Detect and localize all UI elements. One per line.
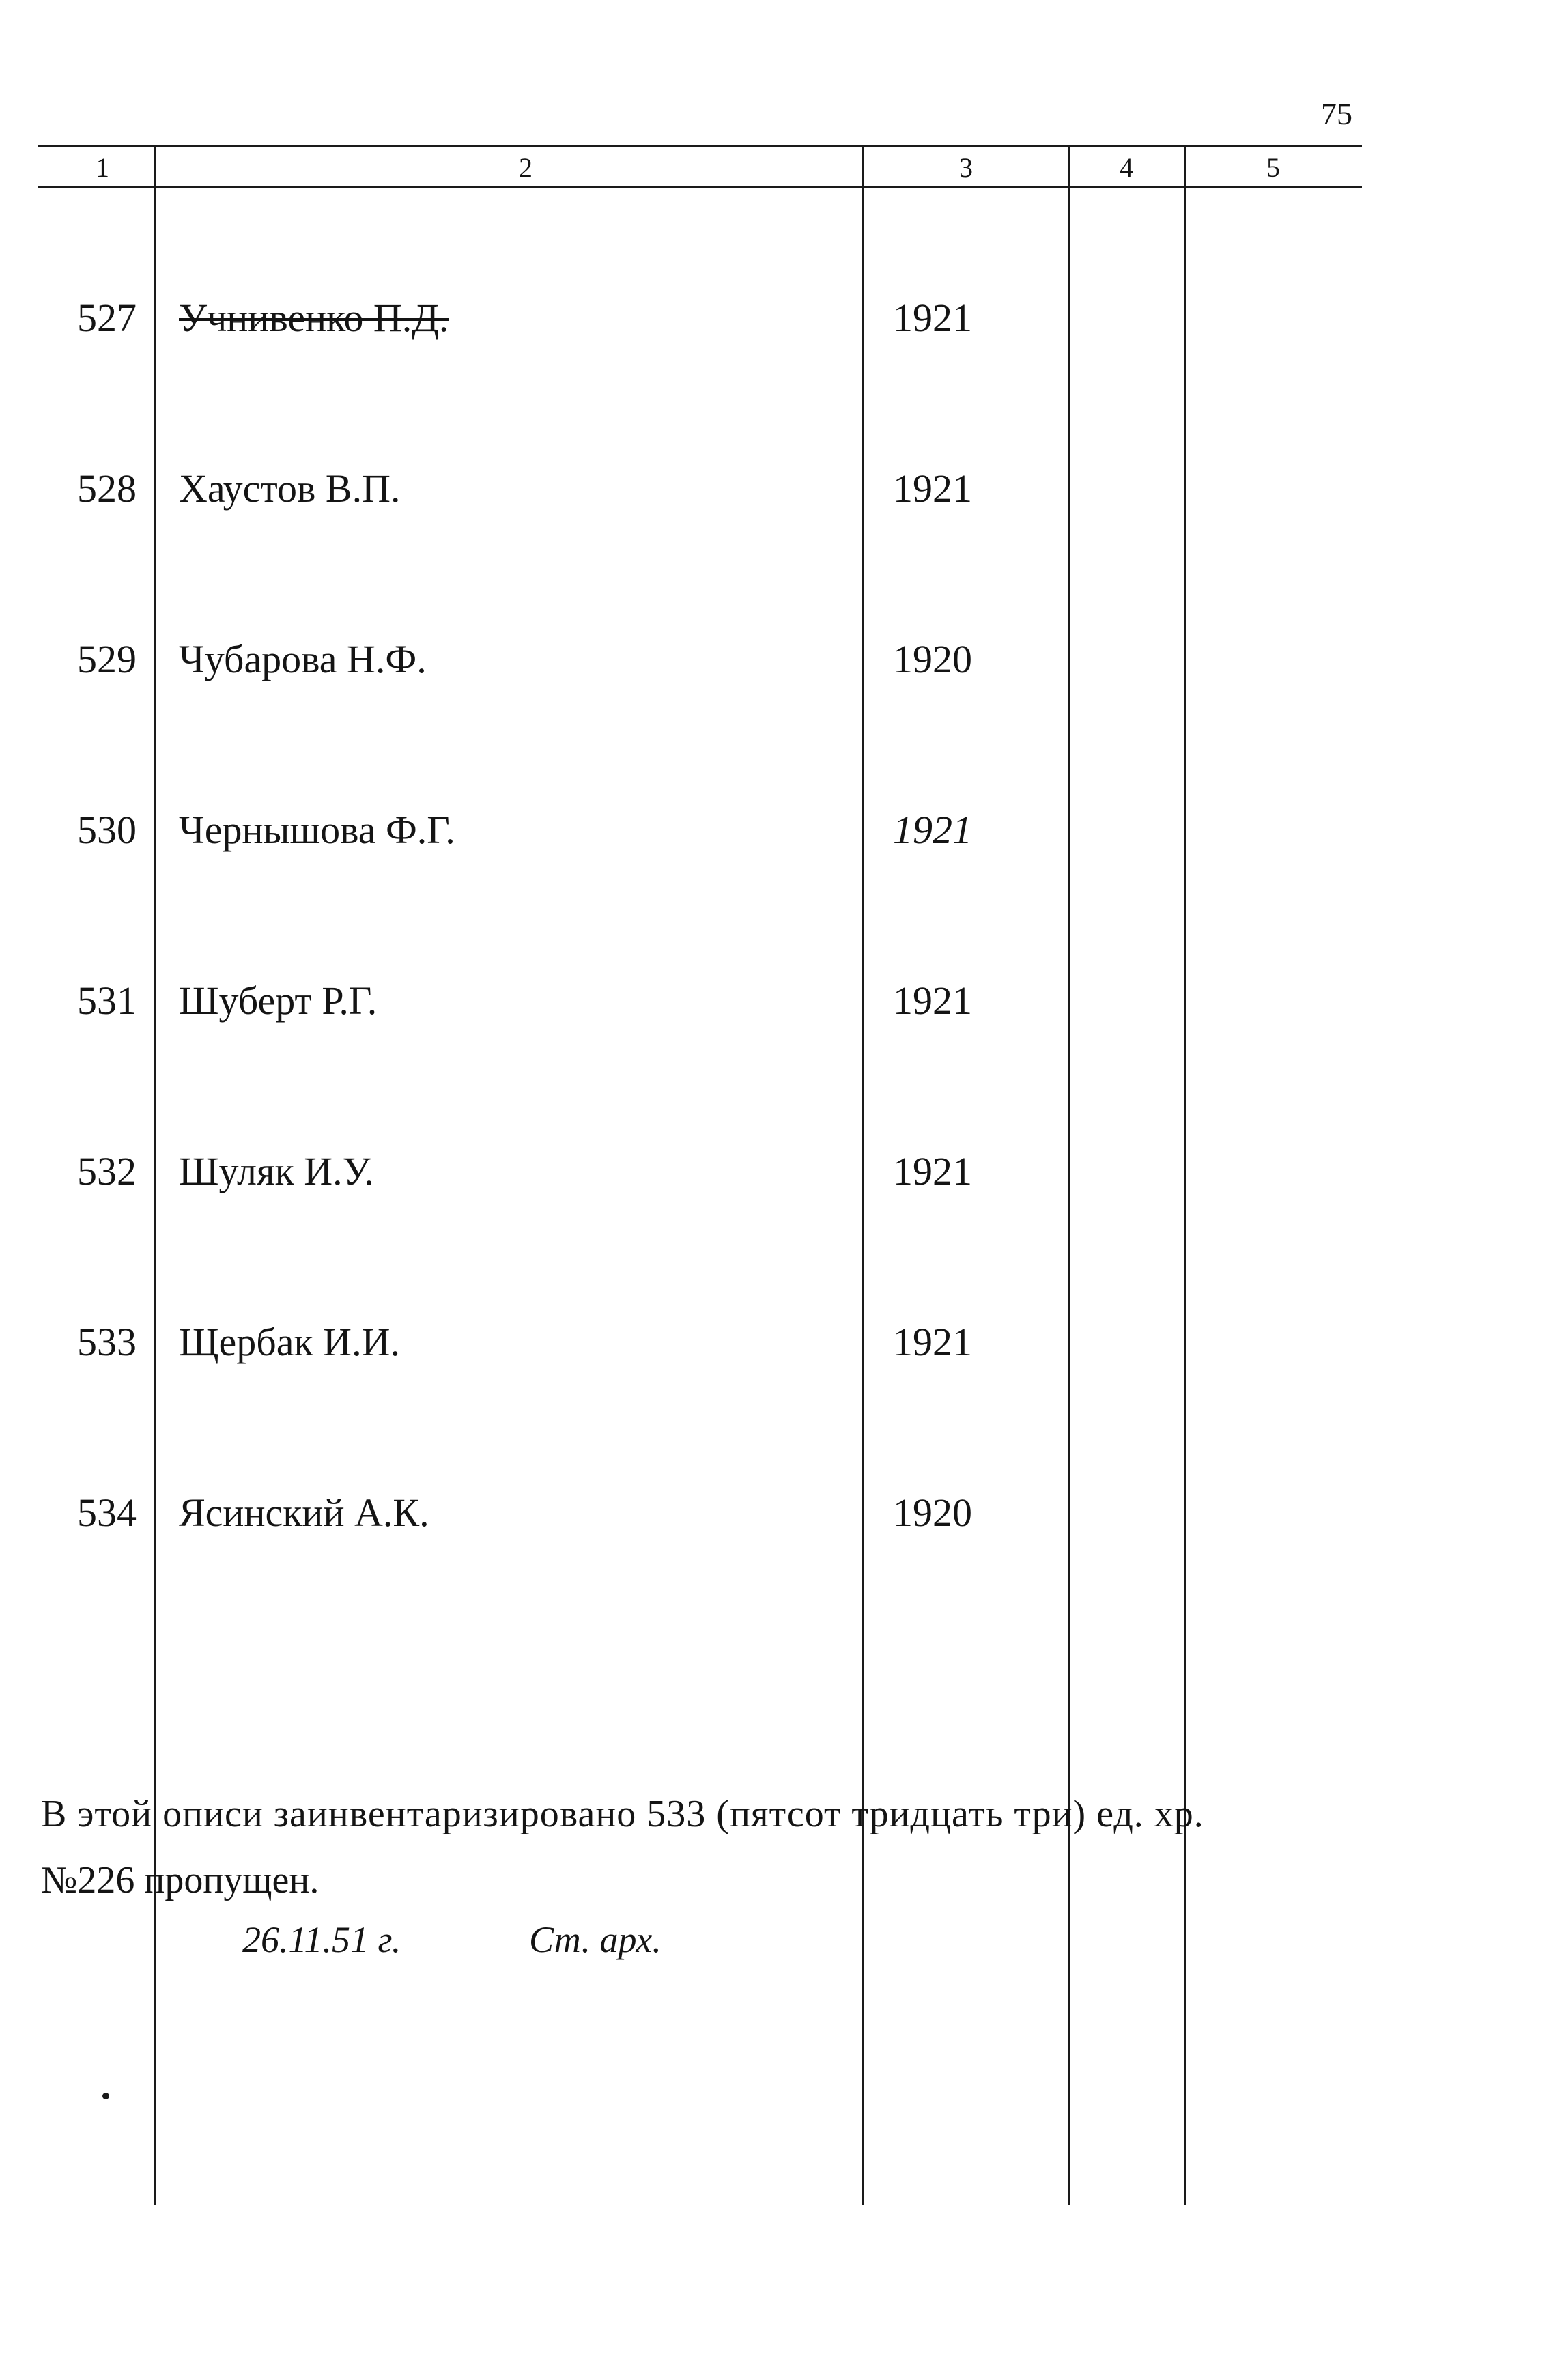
table-row — [0, 636, 1549, 691]
table-top-rule — [38, 145, 1362, 147]
row-person-name: Чубарова Н.Ф. — [179, 637, 427, 681]
row-number: 533 — [77, 1320, 137, 1364]
row-person-name: Учнивенко П.Д. — [179, 296, 449, 340]
column-header-2: 2 — [519, 152, 532, 183]
column-header-1: 1 — [96, 152, 109, 183]
row-year: 1921 — [893, 978, 972, 1023]
row-number: 527 — [77, 296, 137, 340]
row-number: 532 — [77, 1149, 137, 1193]
row-person-name: Хаустов В.П. — [179, 466, 401, 511]
table-row — [0, 466, 1549, 520]
table-row — [0, 807, 1549, 862]
summary-date: 26.11.51 г. — [242, 1919, 401, 1960]
row-number: 530 — [77, 808, 137, 852]
row-person-name: Шуберт Р.Г. — [179, 978, 378, 1023]
table-row — [0, 1148, 1549, 1203]
column-header-4: 4 — [1120, 152, 1133, 183]
row-year: 1920 — [893, 1490, 972, 1535]
page-number: 75 — [1321, 96, 1352, 131]
column-header-3: 3 — [959, 152, 973, 183]
summary-line-2: №226 пропущен. — [41, 1859, 319, 1901]
row-year: 1921 — [893, 1320, 972, 1364]
row-year: 1921 — [893, 808, 972, 852]
row-year: 1921 — [893, 296, 972, 340]
table-row — [0, 1319, 1549, 1374]
row-number: 529 — [77, 637, 137, 681]
table-row — [0, 1490, 1549, 1544]
row-year: 1920 — [893, 637, 972, 681]
row-number: 534 — [77, 1490, 137, 1535]
table-row — [0, 295, 1549, 350]
table-row — [0, 978, 1549, 1032]
row-person-name: Ясинский А.К. — [179, 1490, 429, 1535]
row-year: 1921 — [893, 466, 972, 511]
row-person-name: Шуляк И.У. — [179, 1149, 374, 1193]
stray-mark — [102, 2093, 109, 2099]
column-header-5: 5 — [1266, 152, 1280, 183]
summary-signature: Ст. арх. — [529, 1919, 662, 1960]
row-person-name: Чернышова Ф.Г. — [179, 808, 455, 852]
row-number: 528 — [77, 466, 137, 511]
row-number: 531 — [77, 978, 137, 1023]
table-header-rule — [38, 186, 1362, 188]
summary-line-1: В этой описи заинвентаризировано 533 (пятсот тридцать три) ед. хр. — [41, 1793, 1204, 1835]
row-person-name: Щербак И.И. — [179, 1320, 400, 1364]
row-year: 1921 — [893, 1149, 972, 1193]
